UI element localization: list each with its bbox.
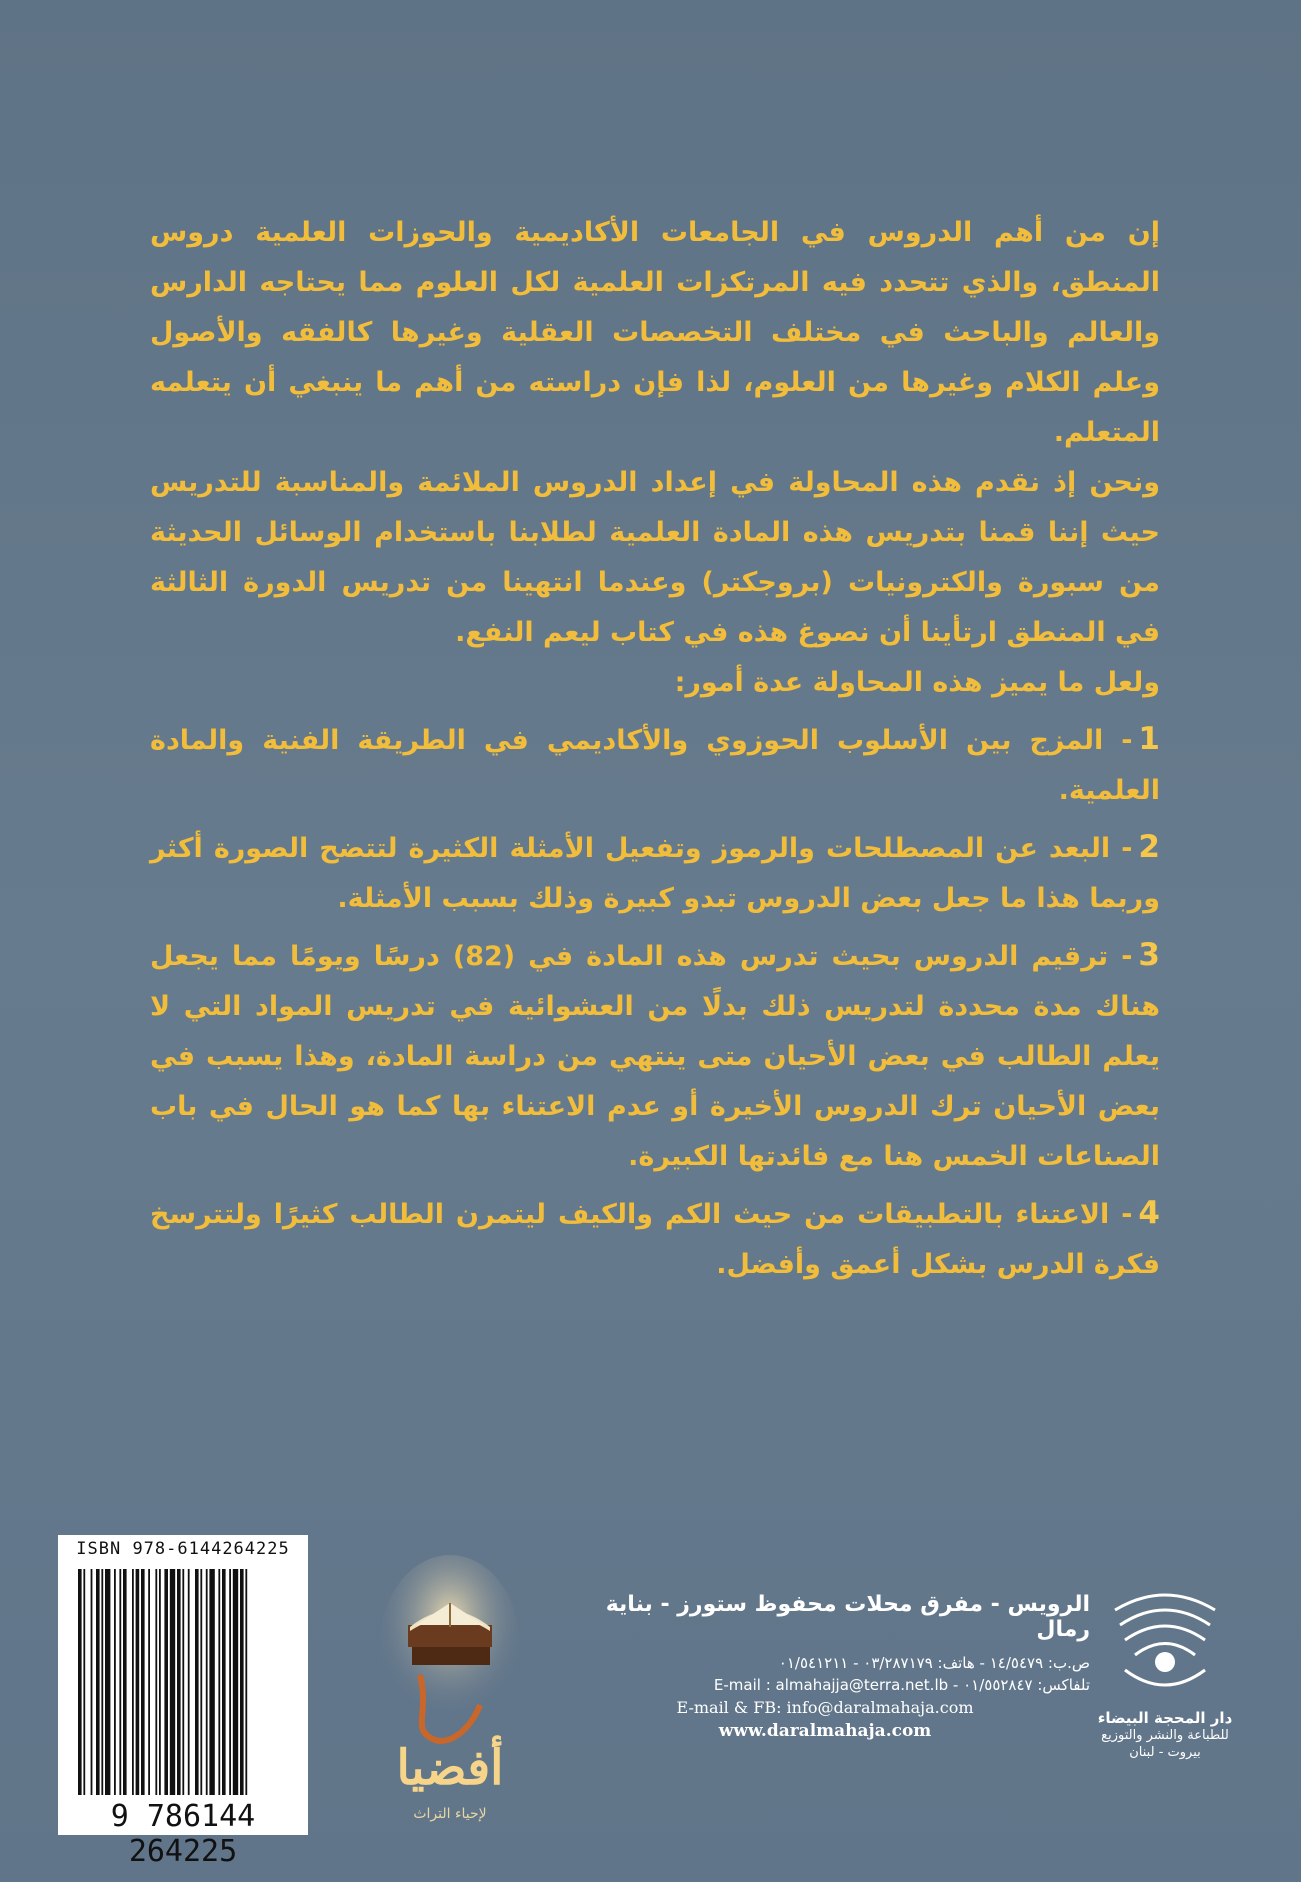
feature-text: - الاعتناء بالتطبيقات من حيث الكم والكيف ليتمرن الطالب كثيرًا ولتترسخ فكرة الدرس بشكل أعمق وأفضل.: [150, 1199, 1160, 1280]
feature-number: 2: [1138, 829, 1160, 865]
feature-item-4: [150, 1188, 1160, 1290]
barcode-icon: [78, 1569, 298, 1795]
publisher-name: [1080, 1710, 1250, 1761]
feature-number: 3: [1138, 937, 1160, 973]
feature-item-3: [150, 930, 1160, 1182]
blurb-text: [150, 208, 1160, 1290]
series-logo-icon: [380, 1555, 520, 1845]
series-logo-tagline: لإحياء التراث: [413, 1806, 487, 1822]
feature-item-2: [150, 822, 1160, 924]
isbn-label: ISBN 978-6144264225: [76, 1539, 290, 1559]
isbn-digits: 9 786144 264225: [110, 1799, 256, 1869]
publisher-address: الرويس - مفرق محلات محفوظ ستورز - بناية رمال: [605, 1592, 1090, 1642]
blurb-paragraph-1: إن من أهم الدروس في الجامعات الأكاديمية والحوزات العلمية دروس المنطق، والذي تتحدد فيه المرتكزات العلمية لكل العلوم مما يحتاجه الدارس والعالم والباحث في مختلف التخصصات العقلية وغيرها كالفقه والأصول وعلم الكلام وغيرها من العلوم، لذا فإن دراسته من أهم ما ينبغي أن يتعلمه المتعلم.: [150, 217, 1160, 448]
publisher-fax-email: تلفاكس: ٠١/٥٥٢٨٤٧ - E-mail : almahajja@terra.net.lb: [713, 1676, 1090, 1694]
publisher-po-phone: ص.ب: ١٤/٥٤٧٩ - هاتف: ٠٣/٢٨٧١٧٩ - ٠١/٥٤١٢١١: [778, 1654, 1090, 1672]
feature-text: - ترقيم الدروس بحيث تدرس هذه المادة في (82) درسًا ويومًا مما يجعل هناك مدة محددة لتدريس ذلك بدلًا من العشوائية في تدريس المواد التي لا يعلم الطالب في بعض الأحيان متى ينتهي من دراسة المادة، وهذا يسبب في بعض الأحيان ترك الدروس الأخيرة أو عدم الاعتناء بها كما هو الحال في باب الصناعات الخمس هنا مع فائدتها الكبيرة.: [150, 941, 1160, 1172]
publisher-contact: [560, 1592, 1090, 1745]
publisher-name-text: دار المحجة البيضاء: [1097, 1709, 1233, 1727]
blurb-paragraph-2: ونحن إذ نقدم هذه المحاولة في إعداد الدروس الملائمة والمناسبة للتدريس حيث إننا قمنا بتدريس هذه المادة العلمية لطلابنا باستخدام الوسائل الحديثة من سبورة والكترونيات (بروجكتر) وعندما انتهينا من تدريس الدورة الثالثة في المنطق ارتأينا أن نصوغ هذه في كتاب ليعم النفع.: [150, 467, 1160, 648]
feature-text: - المزج بين الأسلوب الحوزوي والأكاديمي في الطريقة الفنية والمادة العلمية.: [150, 725, 1160, 806]
feature-number: 4: [1138, 1195, 1160, 1231]
publisher-city: بيروت - لبنان: [1129, 1745, 1201, 1760]
publisher-website: www.daralmahaja.com: [718, 1721, 932, 1741]
blurb-paragraph-3: ولعل ما يميز هذه المحاولة عدة أمور:: [674, 667, 1160, 698]
publisher-email-fb: E-mail & FB: info@daralmahaja.com: [676, 1698, 974, 1717]
feature-number: 1: [1138, 721, 1160, 757]
publisher-subtitle: للطباعة والنشر والتوزيع: [1101, 1728, 1229, 1743]
series-logo-name: أفضيا: [396, 1740, 504, 1796]
isbn-barcode-box: [58, 1535, 308, 1869]
feature-item-1: [150, 714, 1160, 816]
feature-text: - البعد عن المصطلحات والرموز وتفعيل الأمثلة الكثيرة لتتضح الصورة أكثر وربما هذا ما جعل بعض الدروس تبدو كبيرة وذلك بسبب الأمثلة.: [150, 833, 1160, 914]
